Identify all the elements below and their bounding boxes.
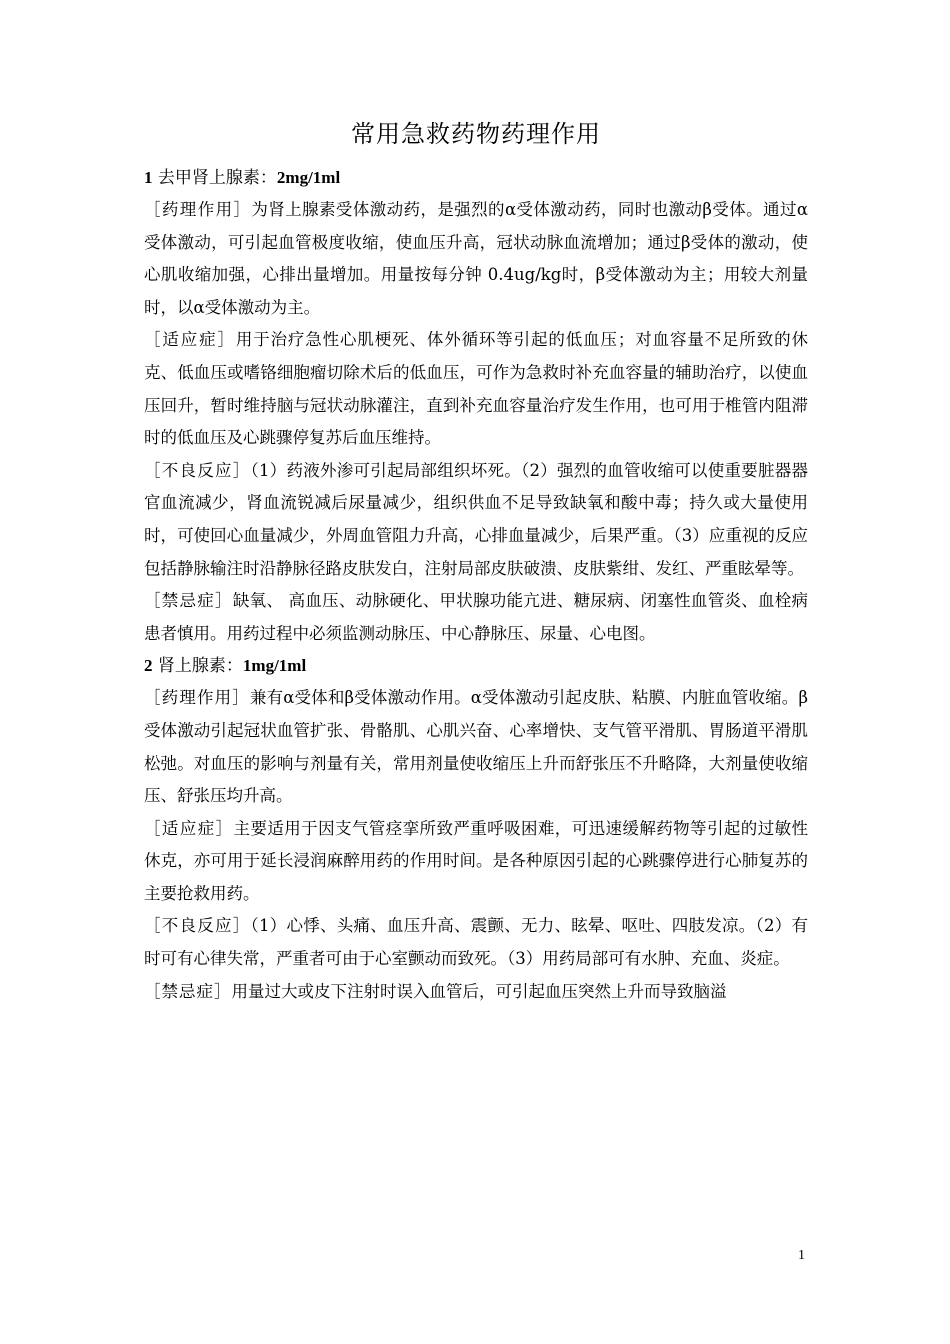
drug-entry-2 bbox=[144, 650, 808, 1008]
drug-heading bbox=[144, 650, 808, 682]
indications-paragraph bbox=[144, 813, 808, 911]
section-text: （1）药液外渗可引起局部组织坏死。（2）强烈的血管收缩可以使重要脏器器官血流减少，肾血流锐减后尿量减少，组织供血不足导致缺氧和酸中毒；持久或大量使用时，可使回心血量减少，外周血管阻力升高，心排血量减少，后果严重。（3）应重视的反应包括静脉输注时沿静脉径路皮肤发白，注射局部皮肤破溃、皮肤紫绀、发红、严重眩晕等。 bbox=[144, 460, 808, 578]
drug-dose: 2mg/1ml bbox=[276, 168, 341, 187]
drug-entry-1 bbox=[144, 162, 808, 650]
drug-name: 肾上腺素： bbox=[157, 656, 243, 677]
section-tag: ［适应症］ bbox=[144, 818, 234, 838]
contraindications-paragraph bbox=[144, 976, 808, 1009]
section-tag: ［适应症］ bbox=[144, 330, 236, 350]
section-text: 主要适用于因支气管痉挛所致严重呼吸困难，可迅速缓解药物等引起的过敏性休克，亦可用于延长浸润麻醉用药的作用时间。是各种原因引起的心跳骤停进行心肺复苏的主要抢救用药。 bbox=[144, 818, 809, 903]
section-tag: ［不良反应］ bbox=[144, 460, 251, 480]
adverse-reactions-paragraph bbox=[144, 910, 808, 975]
document-page bbox=[144, 112, 808, 1008]
adverse-reactions-paragraph bbox=[144, 455, 808, 585]
drug-dose: 1mg/1ml bbox=[242, 656, 307, 676]
section-text: （1）心悸、头痛、血压升高、震颤、无力、眩晕、呕吐、四肢发凉。（2）有时可有心律失常，严重者可由于心室颤动而致死。（3）用药局部可有水肿、充血、炎症。 bbox=[144, 916, 808, 969]
section-tag: ［禁忌症］ bbox=[144, 591, 233, 611]
section-text: 兼有α受体和β受体激动作用。α受体激动引起皮肤、粘膜、内脏血管收缩。β受体激动引起冠状血管扩张、骨骼肌、心肌兴奋、心率增快、支气管平滑肌、胃肠道平滑肌松弛。对血压的影响与剂量有关，常用剂量使收缩压上升而舒张压不升略降，大剂量使收缩压、舒张压均升高。 bbox=[144, 688, 808, 806]
page-title: 常用急救药物药理作用 bbox=[351, 120, 601, 148]
section-text: 缺氧、 高血压、动脉硬化、甲状腺功能亢进、糖尿病、闭塞性血管炎、血栓病患者慎用。用药过程中必须监测动脉压、中心静脉压、尿量、心电图。 bbox=[144, 591, 809, 643]
section-tag: ［不良反应］ bbox=[144, 916, 251, 936]
section-tag: ［禁忌症］ bbox=[144, 981, 232, 1001]
section-tag: ［药理作用］ bbox=[144, 200, 252, 219]
drug-heading bbox=[144, 162, 808, 194]
drug-number: 2 bbox=[144, 656, 153, 676]
section-text: 为肾上腺素受体激动药，是强烈的α受体激动药，同时也激动β受体。通过α受体激动，可引起血管极度收缩，使血压升高，冠状动脉血流增加；通过β受体的激动，使心肌收缩加强，心排出量增加。用量按每分钟 0.4ug/kg时，β受体激动为主；用较大剂量时，以α受体激动为主。 bbox=[144, 200, 809, 317]
drug-number: 1 bbox=[144, 168, 153, 187]
pharmacology-paragraph bbox=[144, 194, 808, 324]
section-text: 用于治疗急性心肌梗死、体外循环等引起的低血压；对血容量不足所致的休克、低血压或嗜铬细胞瘤切除术后的低血压，可作为急救时补充血容量的辅助治疗，以使血压回升，暂时维持脑与冠状动脉灌注，直到补充血容量治疗发生作用，也可用于椎管内阻滞时的低血压及心跳骤停复苏后血压维持。 bbox=[144, 330, 809, 448]
pharmacology-paragraph bbox=[144, 682, 808, 812]
drug-name: 去甲肾上腺素： bbox=[157, 168, 277, 188]
contraindications-paragraph bbox=[144, 585, 808, 650]
page-number: 1 bbox=[798, 1248, 805, 1263]
section-tag: ［药理作用］ bbox=[144, 688, 250, 708]
indications-paragraph bbox=[144, 324, 808, 454]
section-text: 用量过大或皮下注射时误入血管后，可引起血压突然上升而导致脑溢 bbox=[231, 981, 727, 1001]
